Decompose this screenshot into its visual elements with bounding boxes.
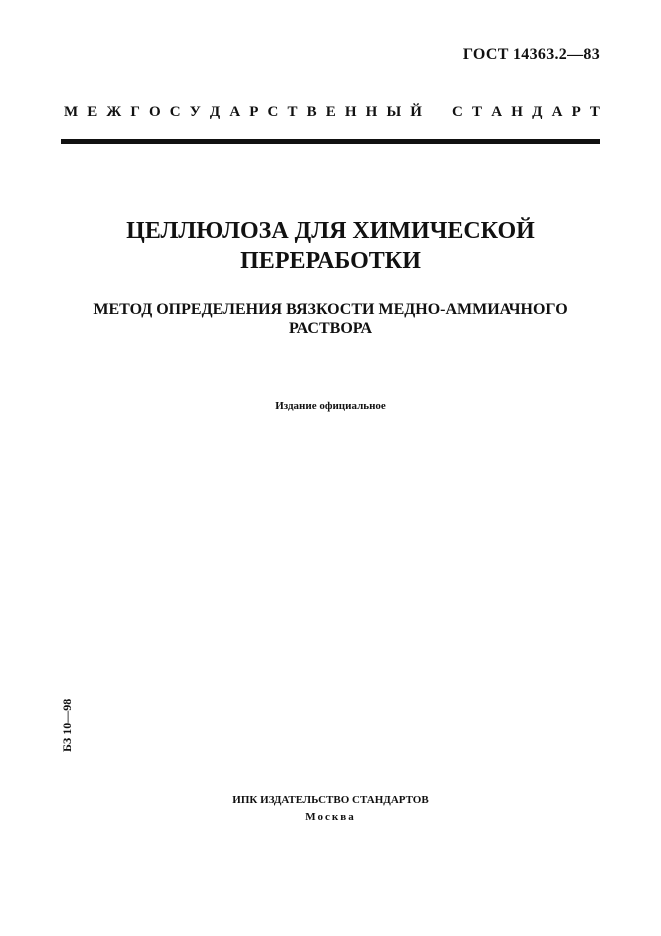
spaced-letter: В (306, 104, 317, 120)
spaced-letter: С (267, 104, 279, 120)
spaced-letter: Н (344, 104, 357, 120)
spaced-letter: Г (130, 104, 140, 120)
spaced-letter: М (64, 104, 79, 120)
spaced-letter: Н (365, 104, 378, 120)
spaced-letter: Ж (106, 104, 122, 120)
standard-word (452, 104, 600, 121)
spaced-letter: Р (571, 104, 581, 120)
spaced-letter: Й (410, 104, 422, 120)
subtitle-line-2: РАСТВОРА (288, 320, 373, 337)
gost-number: ГОСТ 14363.2—83 (462, 46, 600, 63)
spaced-letter: Р (249, 104, 259, 120)
title-line-2: ПЕРЕРАБОТКИ (240, 248, 421, 274)
side-code: БЗ 10—98 (60, 698, 74, 752)
spaced-letter: Т (472, 104, 483, 120)
subtitle-line-1: МЕТОД ОПРЕДЕЛЕНИЯ ВЯЗКОСТИ МЕДНО-АММИАЧНОГО (93, 301, 568, 318)
spaced-letter: Т (589, 104, 600, 120)
document-subtitle (0, 300, 661, 338)
spaced-letter: А (229, 104, 241, 120)
document-title (0, 216, 661, 276)
interstate-word (64, 104, 422, 121)
interstate-standard-label (64, 104, 600, 121)
title-line-1: ЦЕЛЛЮЛОЗА ДЛЯ ХИМИЧЕСКОЙ (126, 218, 535, 244)
spaced-letter: Ы (386, 104, 402, 120)
publisher-city: Москва (305, 811, 356, 823)
spaced-letter: Д (209, 104, 221, 120)
spaced-letter: С (169, 104, 181, 120)
publisher-name: ИПК ИЗДАТЕЛЬСТВО СТАНДАРТОВ (232, 794, 429, 806)
spaced-letter: А (551, 104, 563, 120)
spaced-letter: О (149, 104, 161, 120)
header-rule (61, 139, 600, 144)
edition-label: Издание официальное (275, 400, 386, 412)
spaced-letter: Д (532, 104, 543, 120)
spaced-letter: Н (511, 104, 523, 120)
spaced-letter: Е (87, 104, 98, 120)
spaced-letter: Т (287, 104, 298, 120)
spaced-letter: С (452, 104, 463, 120)
spaced-letter: Е (325, 104, 336, 120)
spaced-letter: А (491, 104, 503, 120)
spaced-letter: У (189, 104, 201, 120)
